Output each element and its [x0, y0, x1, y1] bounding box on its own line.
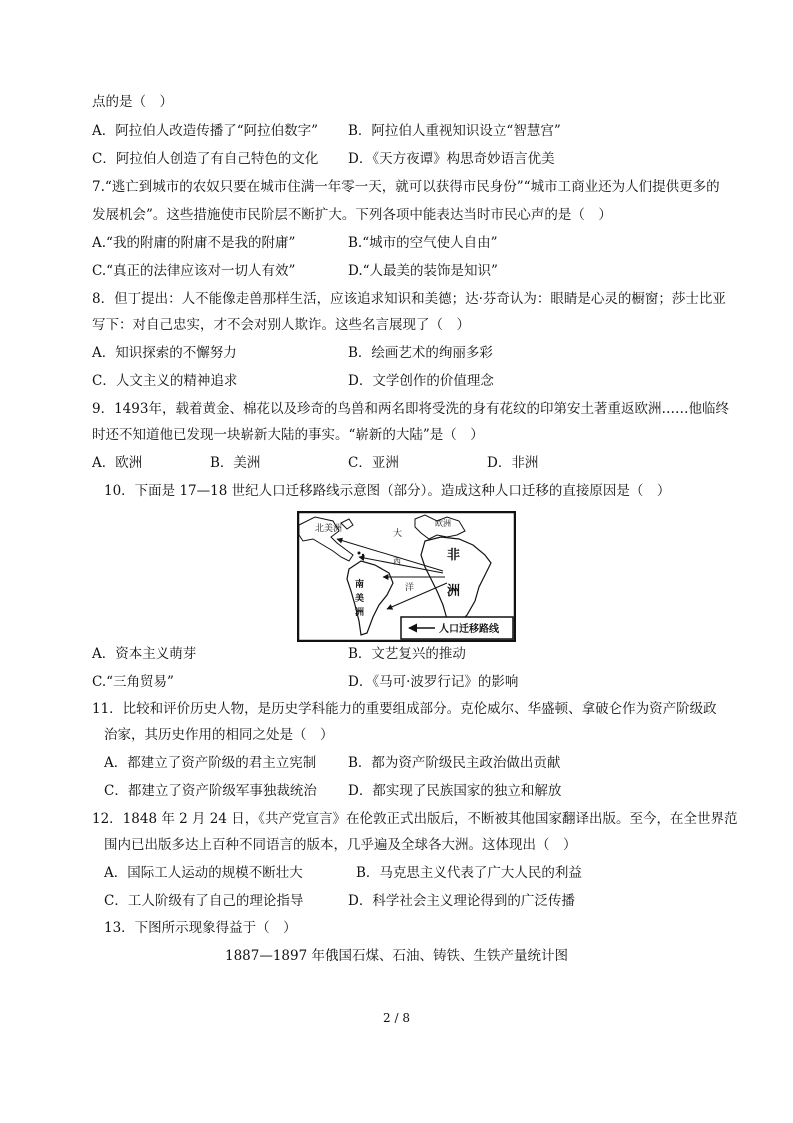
q9-option-d[interactable]: D．非洲 — [487, 455, 539, 471]
q9-option-a[interactable]: A．欧洲 — [92, 455, 143, 471]
q9-option-b[interactable]: B．美洲 — [210, 455, 261, 471]
q8-option-d[interactable]: D．文学创作的价值理念 — [348, 373, 494, 389]
q9-option-c[interactable]: C．亚洲 — [348, 455, 399, 471]
q10-option-d[interactable]: D．《马可·波罗行记》的影响 — [348, 674, 519, 690]
q12-option-a[interactable]: A．国际工人运动的规模不断壮大 — [104, 865, 303, 881]
q10-option-b[interactable]: B．文艺复兴的推动 — [348, 646, 466, 662]
q6-stem-tail: 点的是（ ） — [92, 94, 173, 110]
q10-stem: 10．下面是 17—18 世纪人口迁移路线示意图（部分）。造成这种人口迁移的直接原因是（ ） — [104, 483, 671, 499]
q6-option-b[interactable]: B．阿拉伯人重视知识设立“智慧宫” — [348, 123, 561, 139]
label-south-america-1: 南 — [355, 580, 365, 590]
q7-option-d[interactable]: D.“人最美的装饰是知识” — [348, 263, 498, 279]
q6-option-d[interactable]: D．《天方夜谭》构思奇妙语言优美 — [348, 151, 555, 167]
q12-option-b[interactable]: B．马克思主义代表了广大人民的利益 — [356, 865, 582, 881]
q12-option-d[interactable]: D．科学社会主义理论得到的广泛传播 — [348, 893, 575, 909]
legend-label: 人口迁移路线 — [439, 624, 499, 635]
label-south-america-2: 美 — [355, 594, 365, 604]
q8-option-c[interactable]: C．人文主义的精神追求 — [92, 373, 238, 389]
label-south-america-3: 洲 — [355, 608, 365, 618]
q11-stem-line2: 治家，其历史作用的相同之处是（ ） — [104, 727, 334, 743]
q9-stem-line2: 时还不知道他已发现一块崭新大陆的事实。“崭新的大陆”是（ ） — [92, 427, 484, 443]
label-africa-1: 非 — [447, 548, 461, 563]
q11-option-c[interactable]: C．都建立了资产阶级军事独裁统治 — [104, 783, 317, 799]
q13-stem: 13．下图所示现象得益于（ ） — [104, 920, 297, 936]
label-ocean-2: 西 — [393, 557, 401, 566]
label-africa-2: 洲 — [447, 584, 461, 599]
q8-stem-line2: 写下：对自己忠实，才不会对别人欺诈。这些名言展现了（ ） — [92, 317, 470, 333]
q11-option-d[interactable]: D．都实现了民族国家的独立和解放 — [348, 783, 562, 799]
q13-chart-title: 1887—1897 年俄国石煤、石油、铸铁、生铁产量统计图 — [224, 948, 568, 964]
q11-stem-line1: 11．比较和评价历史人物，是历史学科能力的重要组成部分。克伦威尔、华盛顿、拿破仑作为资产阶级政 — [92, 701, 717, 717]
q11-option-a[interactable]: A．都建立了资产阶级的君主立宪制 — [104, 755, 317, 771]
q7-stem-line2: 发展机会”。这些措施使市民阶层不断扩大。下列各项中能表达当时市民心声的是（ ） — [92, 207, 612, 223]
q9-stem-line1: 9．1493年，载着黄金、棉花以及珍奇的鸟兽和两名即将受洗的身有花纹的印第安土著重返欧洲……他临终 — [92, 401, 729, 417]
q8-stem-line1: 8．但丁提出：人不能像走兽那样生活，应该追求知识和美德；达·芬奇认为：眼睛是心灵的橱窗；莎士比亚 — [92, 291, 726, 307]
q6-option-c[interactable]: C．阿拉伯人创造了有自己特色的文化 — [92, 151, 319, 167]
q6-option-a[interactable]: A．阿拉伯人改造传播了“阿拉伯数字” — [92, 123, 319, 139]
q10-option-c[interactable]: C.“三角贸易” — [92, 674, 174, 690]
q11-option-b[interactable]: B．都为资产阶级民主政治做出贡献 — [348, 755, 561, 771]
q7-option-c[interactable]: C.“真正的法律应该对一切人有效” — [92, 263, 296, 279]
label-ocean-1: 大 — [393, 529, 403, 539]
caribbean-dot — [362, 554, 364, 556]
label-europe: 欧洲 — [435, 519, 451, 528]
q12-option-c[interactable]: C．工人阶级有了自己的理论指导 — [104, 893, 304, 909]
migration-map — [297, 511, 516, 642]
label-north-america: 北美洲 — [315, 524, 343, 534]
q7-stem-line1: 7.“逃亡到城市的农奴只要在城市住满一年零一天，就可以获得市民身份”“城市工商业还为人们提供更多的 — [92, 179, 720, 195]
q12-stem-line1: 12．1848 年 2 月 24 日，《共产党宣言》在伦敦正式出版后，不断被其他国家翻译出版。至今，在全世界范 — [92, 811, 738, 827]
label-ocean-3: 洋 — [405, 583, 415, 593]
q8-option-b[interactable]: B．绘画艺术的绚丽多彩 — [348, 345, 493, 361]
page-number: 2 / 8 — [383, 1011, 410, 1025]
q7-option-a[interactable]: A.“我的附庸的附庸不是我的附庸” — [92, 235, 296, 251]
caribbean-dot — [358, 552, 361, 555]
q8-option-a[interactable]: A．知识探索的不懈努力 — [92, 345, 237, 361]
q10-option-a[interactable]: A．资本主义萌芽 — [92, 646, 197, 662]
q12-stem-line2: 围内已出版多达上百种不同语言的版本，几乎遍及全球各大洲。这体现出（ ） — [104, 837, 577, 853]
q7-option-b[interactable]: B.“城市的空气使人自由” — [348, 235, 498, 251]
